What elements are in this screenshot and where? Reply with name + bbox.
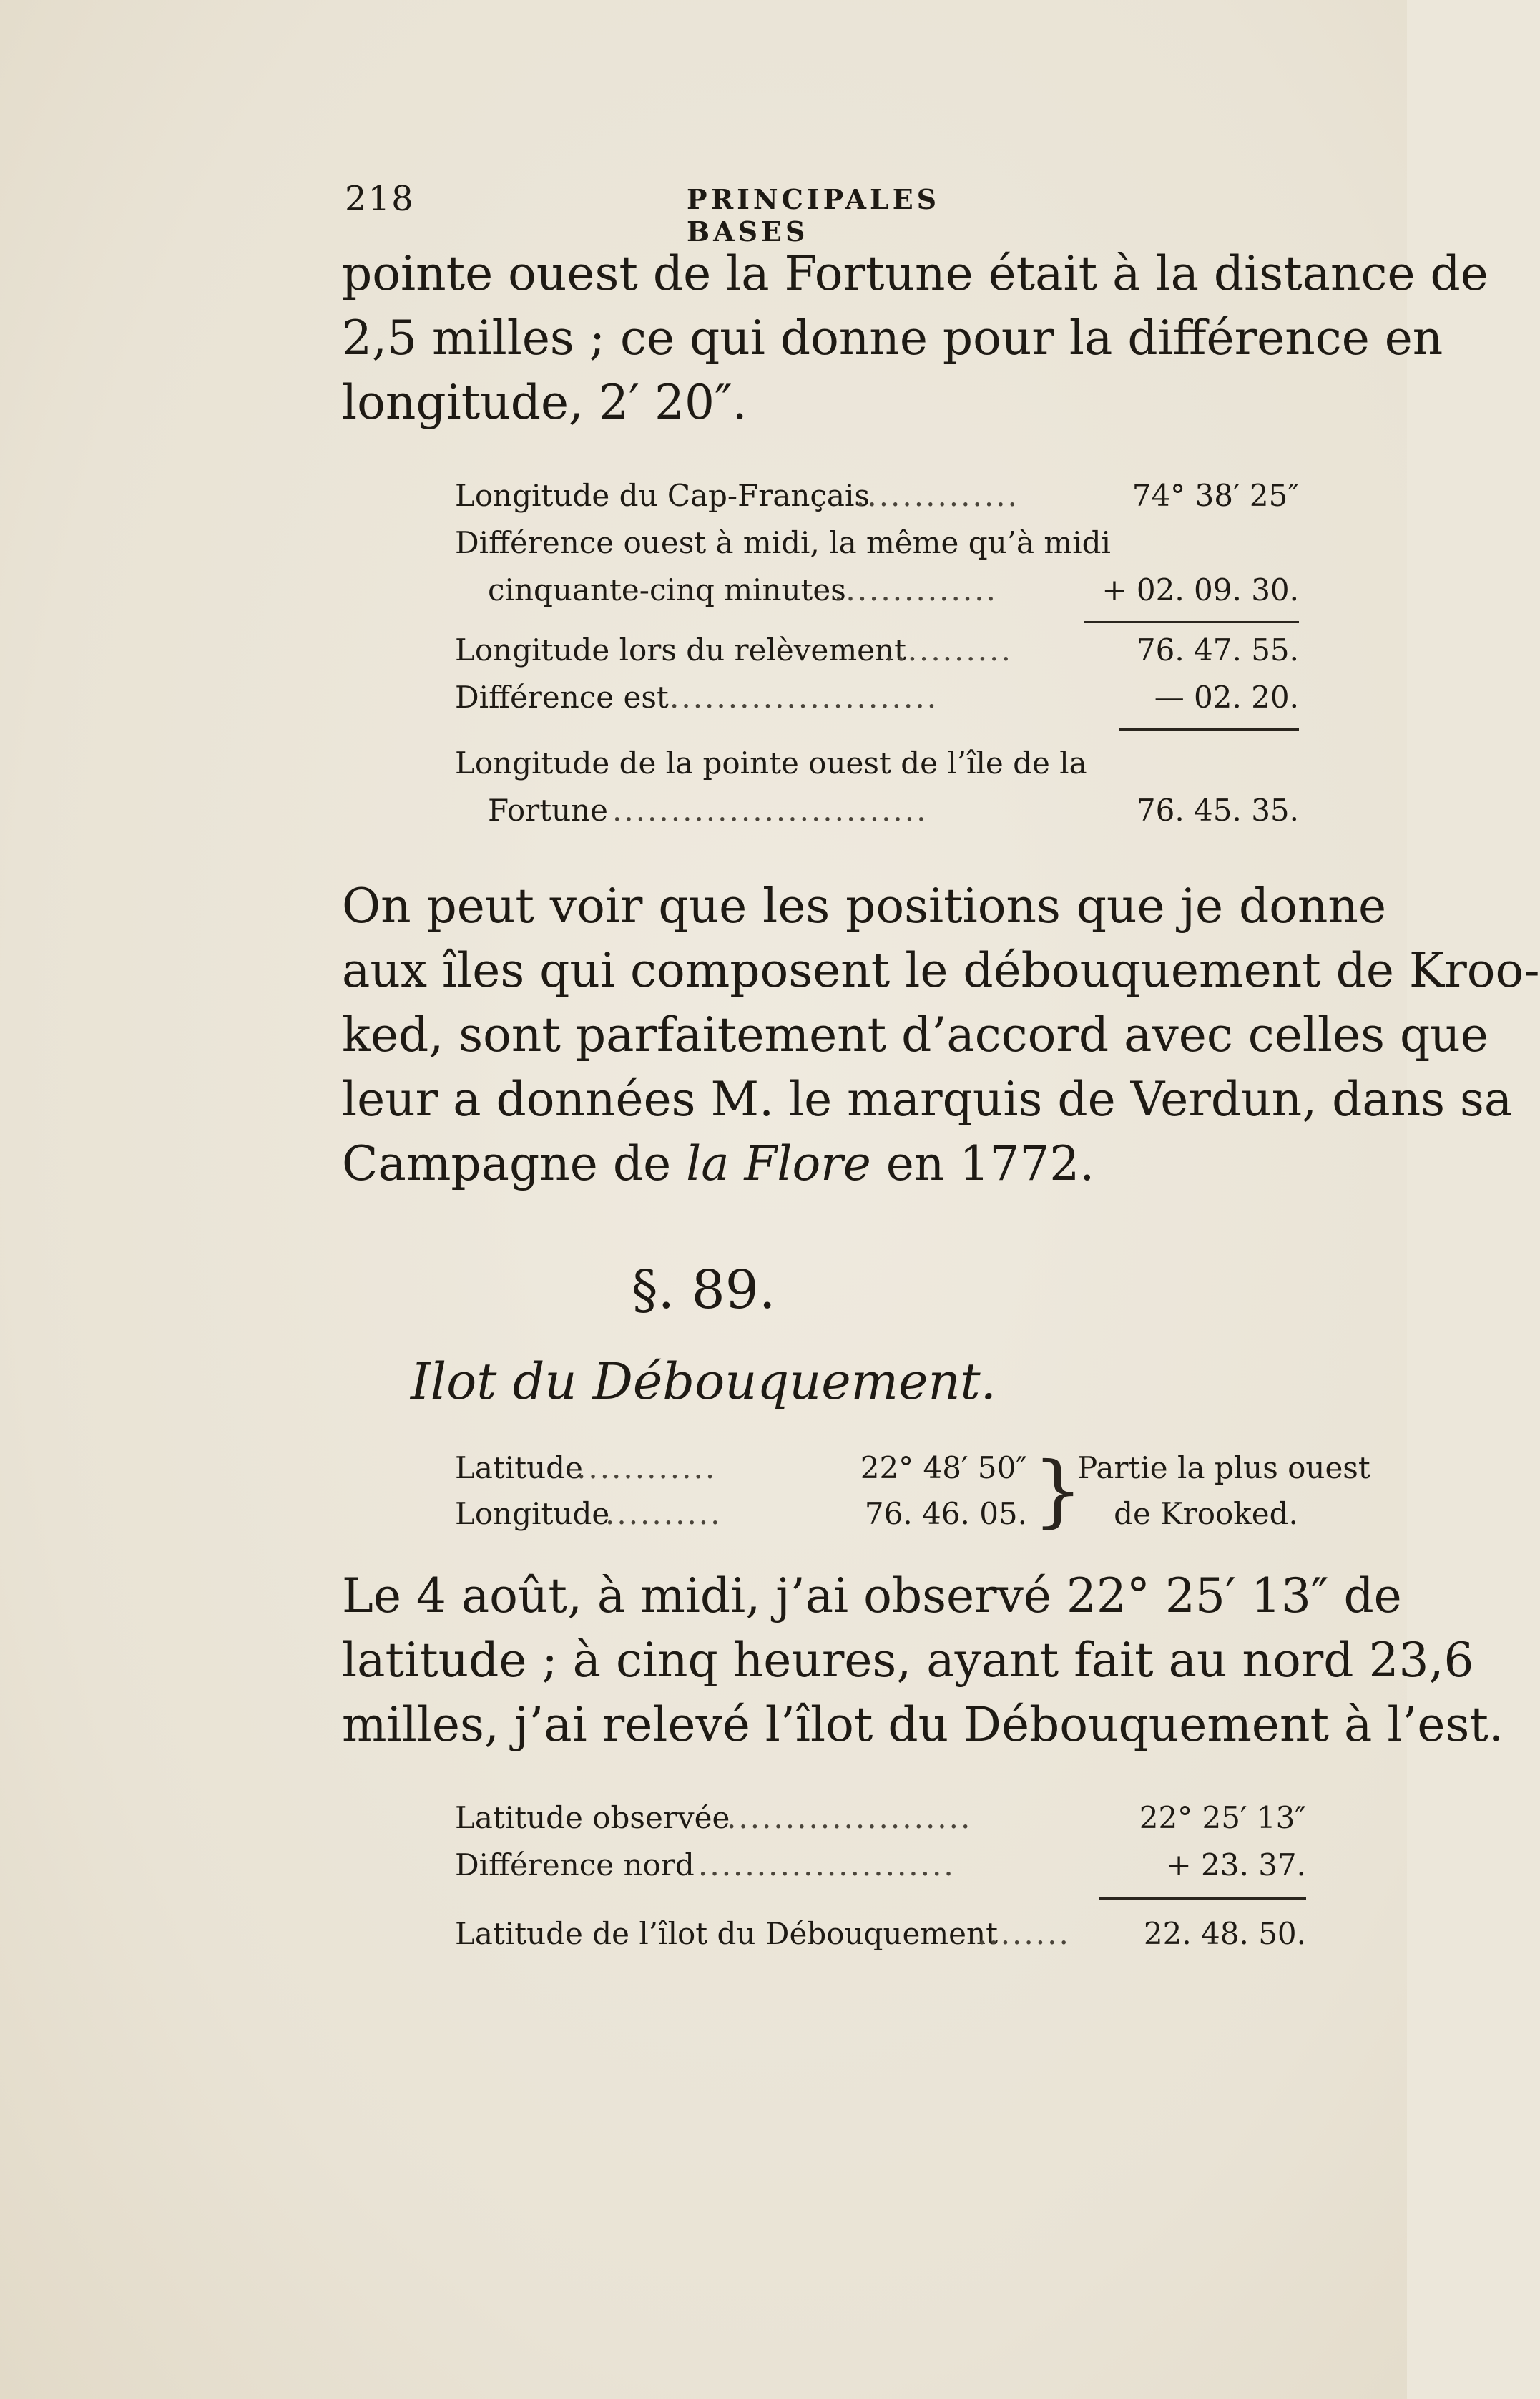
row-value: 74° 38′ 25″ <box>1132 478 1299 513</box>
leader-dots: .......... <box>605 1496 722 1531</box>
table-row <box>455 740 1299 787</box>
text-line: latitude ; à cinq heures, ayant fait au nord 23,6 <box>342 1633 1474 1688</box>
paragraph-1 <box>342 242 1488 435</box>
brace-icon: } <box>1033 1445 1083 1536</box>
position-note: de Krooked. <box>1114 1496 1298 1531</box>
sum-rule <box>1084 621 1299 623</box>
page-number: 218 <box>345 179 415 219</box>
leader-dots: ............ <box>577 1450 717 1485</box>
text-line: On peut voir que les positions que je donne <box>342 879 1386 934</box>
leader-dots: ........................... <box>612 793 928 828</box>
position-table <box>455 1445 1370 1537</box>
table-row <box>455 1491 1313 1537</box>
table-row <box>455 627 1299 674</box>
text-line: leur a données M. le marquis de Verdun, dans sa <box>342 1072 1513 1127</box>
row-label: Latitude observée <box>455 1800 730 1835</box>
row-value: 22° 48′ 50″ <box>860 1450 1027 1485</box>
table-row <box>455 519 1299 567</box>
table-row <box>455 567 1299 614</box>
paragraph-3 <box>342 1564 1504 1757</box>
text-line: aux îles qui composent le débouquement de Kroo- <box>342 943 1540 998</box>
table-row <box>455 1794 1306 1842</box>
row-label: Longitude lors du relèvement <box>455 632 906 668</box>
paragraph-2 <box>342 874 1540 1196</box>
leader-dots: ...................... <box>698 1847 956 1882</box>
row-label: cinquante-cinq minutes <box>488 572 846 607</box>
leader-dots: ....................... <box>670 680 939 715</box>
row-label: Longitude du Cap-Français <box>455 478 870 513</box>
table-row <box>455 1910 1306 1958</box>
page-header <box>345 179 1060 248</box>
leader-dots: ........... <box>884 632 1013 668</box>
row-label: Différence nord <box>455 1847 695 1882</box>
latitude-table <box>455 1794 1306 1958</box>
row-label: Latitude de l’îlot du Débouquement <box>455 1916 998 1951</box>
row-label: Fortune <box>488 793 609 828</box>
section-number: §. 89. <box>631 1259 776 1321</box>
row-value: 76. 45. 35. <box>1136 793 1299 828</box>
text-line: ked, sont parfaitement d’accord avec celles que <box>342 1007 1488 1062</box>
text-line: 2,5 milles ; ce qui donne pour la différence en <box>342 311 1443 366</box>
row-label: Différence est <box>455 680 669 715</box>
table-row <box>455 674 1299 721</box>
leader-dots: ........ <box>977 1916 1071 1951</box>
text-line: longitude, 2′ 20″. <box>342 375 747 430</box>
row-value: 76. 46. 05. <box>864 1496 1027 1531</box>
sum-rule <box>1099 1897 1306 1900</box>
text-line: pointe ouest de la Fortune était à la distance de <box>342 246 1488 301</box>
row-value: 76. 47. 55. <box>1136 632 1299 668</box>
table-row <box>455 1445 1370 1491</box>
row-value: 22° 25′ 13″ <box>1139 1800 1306 1835</box>
row-value: + 02. 09. 30. <box>1102 572 1299 607</box>
leader-dots: .............. <box>834 572 998 607</box>
row-value: — 02. 20. <box>1154 680 1299 715</box>
text-line <box>342 1132 1386 1196</box>
leader-dots: ..................... <box>727 1800 973 1835</box>
table-row <box>455 1842 1306 1889</box>
text-line: milles, j’ai relevé l’îlot du Débouquement à l’est. <box>342 1697 1504 1752</box>
italic-title: la Flore <box>686 1136 871 1191</box>
row-value: + 23. 37. <box>1166 1847 1306 1882</box>
sum-rule <box>1119 728 1299 731</box>
text-line: Le 4 août, à midi, j’ai observé 22° 25′ 13″ de <box>342 1568 1402 1623</box>
row-label: Longitude de la pointe ouest de l’île de la <box>455 746 1087 781</box>
row-label: Différence ouest à midi, la même qu’à midi <box>455 525 1111 560</box>
table-row <box>455 472 1299 519</box>
running-title: PRINCIPALES BASES <box>687 183 941 248</box>
row-label: Longitude <box>455 1496 610 1531</box>
section-title: Ilot du Débouquement. <box>411 1352 996 1411</box>
position-note: Partie la plus ouest <box>1077 1450 1370 1485</box>
row-value: 22. 48. 50. <box>1143 1916 1306 1951</box>
longitude-table <box>455 472 1299 834</box>
text-span: en 1772. <box>870 1136 1095 1191</box>
table-row <box>455 787 1299 834</box>
leader-dots: .............. <box>855 478 1019 513</box>
text-span: Campagne de <box>342 1136 687 1191</box>
row-label: Latitude <box>455 1450 583 1485</box>
